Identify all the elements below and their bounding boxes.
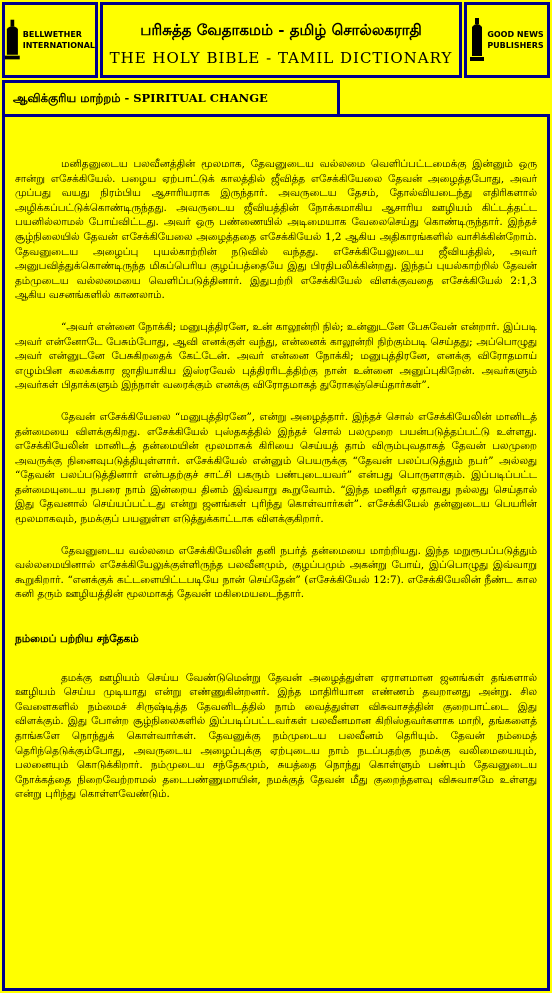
subsection-heading: நம்மைப் பற்றிய சந்தேகம்	[15, 633, 139, 646]
logo-left-line-1: BELLWETHER	[22, 30, 82, 39]
paragraph-5: தமக்கு ஊழியம் செய்ய வேண்டுமென்று தேவன் அழைத்துள்ள ஏராளமான ஜனங்கள் தங்களால் ஊழியம் செய்ய முடியாது என்று எண்ணுகின்றனர். இந்த மாதிரியான எண்ணம் தவறானது அன்று. சில வேளைகளில் நம்மைச் சிருஷ்டித்த தேவனிடத்தில் நாம் வைத்துள்ள விசுவாசத்தின் குறைபாட்டை இது விளக்கும். இது போன்ற சூழ்நிலைகளில் இப்படிப்பட்டவர்கள் பலவீனமான கிறிஸ்தவர்களாக மாறி, தங்களைத் தாங்களே நொந்துக் கொள்வார்கள். தேவனுக்கு நம்முடைய பலவீனம் தெரியும். தேவன் நம்மைத் தெரிந்தெடுக்கும்போது, அவருடைய அழைப்புக்கு ஏற்புடைய நாம் நடப்பதற்கு நமக்கு வலிமையையும், பலனையும் கொடுக்கிறார். நம்முடைய சந்தேகமும், சுயத்தை நொந்து கொள்ளும் பண்பும் தேவனுடைய நோக்கத்தை நிறைவேற்றாமல் தடைபண்ணுமாயின், நமக்குத் தேவன் மீது குறைந்தளவு விசுவாசமே உள்ளது என்று புரிந்து கொள்ளவேண்டும்.	[15, 671, 537, 801]
section-header	[2, 80, 340, 118]
logo-left-line-2: INTERNATIONAL	[22, 41, 95, 50]
good-news-icon	[470, 18, 484, 62]
logo-right-line-2: PUBLISHERS	[487, 41, 544, 50]
paragraph-4: தேவனுடைய வல்லமை எசேக்கியேலின் தனி நபர்த் தன்மையை மாற்றியது. இந்த மறுரூபப்படுத்தும் வல்லமையினால் எசேக்கியேலுக்குள்ளிருந்த பலவீனமும், குழப்பமும் அகன்று போய், இப்பொழுது இவ்வாறு கூறுகிறார். “எனக்குக் கட்டளையிட்டபடியே நான் செய்தேன்” (எசேக்கியேல் 12:7). எசேக்கியேலின் நீண்ட கால கனி தரும் ஊழியத்தின் மூலமாகத் தேவன் மகிமையடைந்தார்.	[15, 544, 537, 601]
good-news-logo	[464, 2, 550, 78]
paragraph-1: மனிதனுடைய பலவீனத்தின் மூலமாக, தேவனுடைய வல்லமை வெளிப்பட்டமைக்கு இன்னும் ஒரு சான்று எசேக்கியேல். பழைய ஏற்பாட்டுக் காலத்தில் ஜீவித்த எசேக்கியேலை தேவன் அழைத்தபோது, அவர் முப்பது வயது நிரம்பிய ஆசாரியராக இருந்தார். அவருடைய தேசம், தோல்வியடைந்து எதிரிகளால் அழிக்கப்பட்டுக்கொண்டிருந்தது. அவருடைய ஜீவியத்தின் நோக்கமாகிய ஆசாரிய ஊழியம் கிட்டத்தட்ட பயனில்லாமல் போய்விட்டது. அவர் ஒரு பண்ணையில் அடிமையாக வேலைசெய்து கொண்டிருந்தார். இந்தச் சூழ்நிலையில் தேவன் எசேக்கியேலை அழைத்ததை எசேக்கியேல் 1,2 ஆகிய அதிகாரங்களில் வாசிக்கின்றோம். தேவனுடைய அழைப்பு புயல்காற்றின் நடுவில் வந்தது. எசேக்கியேலுடைய ஜீவியத்தில், அவர் அனுபவித்துக்கொண்டிருந்த மிகப்பெரிய குழப்பத்தையே இது பிரதிபலிக்கின்றது. இந்தப் புயல்காற்றில் தேவன் தம்முடைய வல்லமையை வெளிப்படுத்தினார். இதுபற்றி எசேக்கியேல் விளக்குவதை எசேக்கியேல் 2:1,3 ஆகிய வசனங்களில் காணலாம்.	[15, 158, 537, 302]
content-panel	[2, 114, 550, 991]
page-title-english: THE HOLY BIBLE - TAMIL DICTIONARY	[109, 49, 453, 67]
page-title-tamil: பரிசுத்த வேதாகமம் - தமிழ் சொல்லகராதி	[140, 21, 422, 39]
section-title: ஆவிக்குரிய மாற்றம் - SPIRITUAL CHANGE	[13, 91, 268, 105]
paragraph-2-quote: “அவர் என்னை நோக்கி; மனுபுத்திரனே, உன் காலூன்றி நில்; உன்னுடனே பேசுவேன் என்றார். இப்படி அவர் என்னோடே பேசும்போது, ஆவி எனக்குள் வந்து, என்னைக் காலூன்றி நிற்கும்படி செய்தது; அப்பொழுது அவர் என்னுடனே பேசுகிறதைக் கேட்டேன். அவர் என்னை நோக்கி; மனுபுத்திரனே, எனக்கு விரோதமாய் எழும்பின கலகக்கார ஜாதியாகிய இஸ்ரவேல் புத்திரரிடத்திற்கு நான் உன்னை அனுப்புகிறேன். அவர்களும் அவர்கள் பிதாக்களும் இந்நாள் வரைக்கும் எனக்கு விரோதமாகத் துரோகஞ்செய்தார்கள்”.	[15, 320, 537, 392]
title-box	[100, 2, 462, 78]
good-news-logo-text	[487, 29, 543, 51]
paragraph-3: தேவன் எசேக்கியேலை “மனுபுத்திரனே”, என்று அழைத்தார். இந்தச் சொல் எசேக்கியேலின் மானிடத் தன்மையை விளக்குகிறது. எசேக்கியேல் புஸ்தகத்தில் இந்தச் சொல் பலமுறை பயன்படுத்தப்பட்டு உள்ளது. எசேக்கியேலின் மானிடத் தன்மையின் மூலமாகக் கிரியை செய்யத் தாம் விரும்புவதாகத் தேவன் பலமுறை அவருக்கு நினைவுபடுத்தியுள்ளார். எசேக்கியேல் என்னும் பெயருக்கு “தேவன் பலப்படுத்தும் நபர்” அல்லது “தேவன் பலப்படுத்தினார் என்பதற்குச் சாட்சி பகரும் பண்புடையவர்” என்பது பொருளாகும். இப்படிப்பட்ட தன்மையுடைய நபரை நாம் இன்றைய தினம் இவ்வாறு கூறுவோம். “இந்த மனிதர் ஏதாவது நல்லது செய்தால் இது தேவனால் செய்யப்பட்டது என்று ஜனங்கள் புரிந்து கொள்வார்கள்”. எசேக்கியேல் தன்னுடைய பெயரின் மூலமாகவும், நமக்குப் பயனுள்ள எடுத்துக்காட்டாக விளக்குகிறார்.	[15, 410, 537, 526]
bellwether-logo-text	[23, 29, 95, 51]
logo-right-line-1: GOOD NEWS	[487, 30, 544, 39]
bellwether-logo	[2, 2, 98, 78]
article-body	[15, 157, 537, 819]
bellwether-icon	[5, 18, 20, 62]
